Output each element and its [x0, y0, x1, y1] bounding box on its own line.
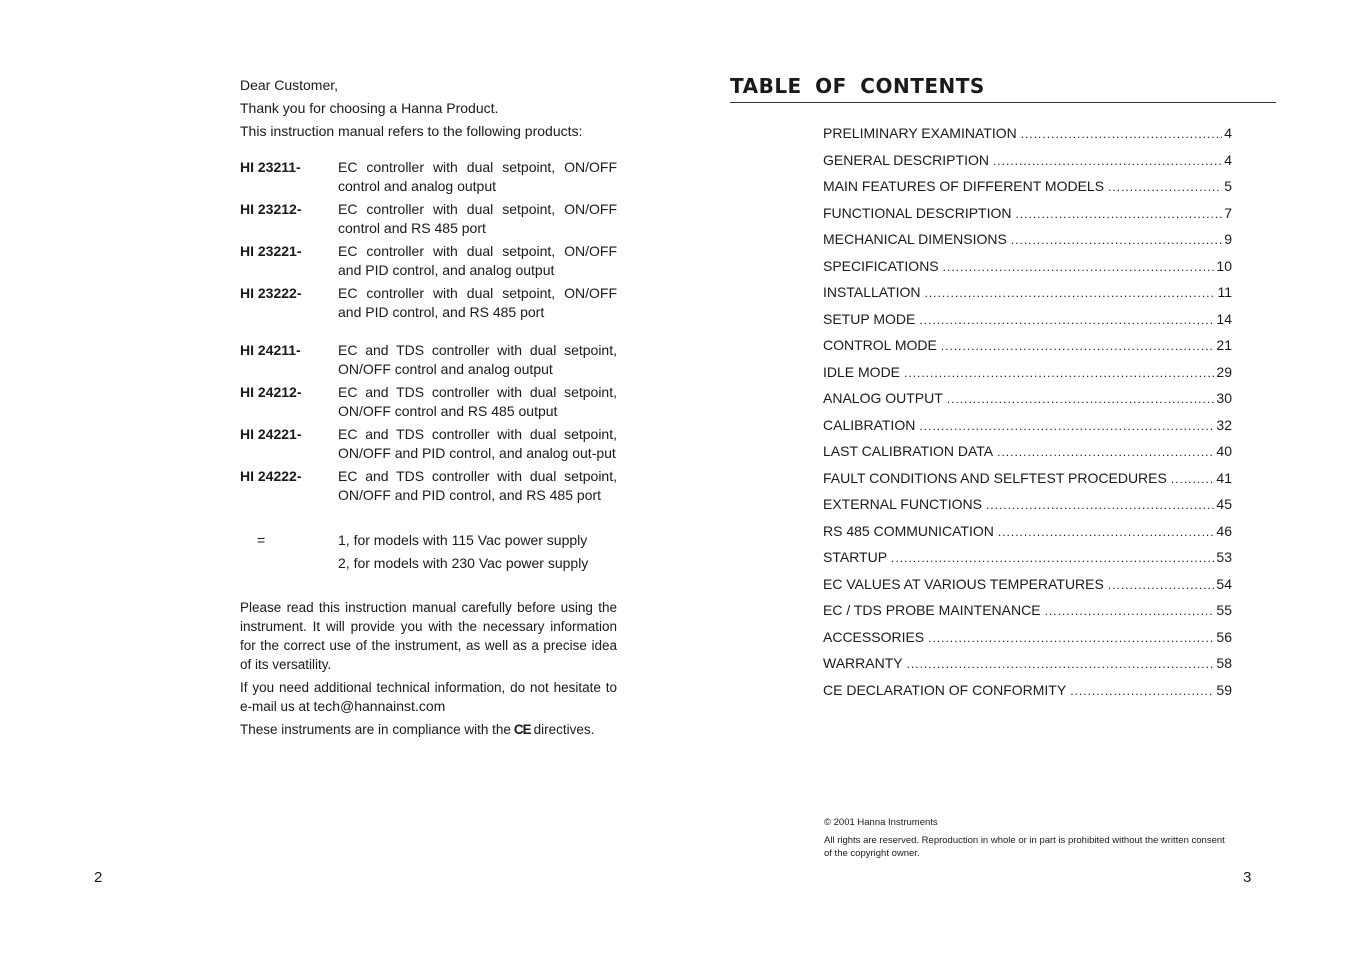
read-manual-paragraph: Please read this instruction manual carefully before using the instrument. It will provide you with the necessary information for the correct use of the instrument, as well as a precise idea of its versatility. [240, 600, 617, 672]
toc-entry[interactable] [823, 332, 1232, 359]
model-code: HI 23221- [240, 243, 302, 259]
toc-leader-dots [943, 254, 1215, 281]
model-code: HI 24221- [240, 426, 302, 442]
toc-entry[interactable] [823, 412, 1232, 439]
model-description: EC and TDS controller with dual setpoint, ON/OFF and PID control, and RS 485 port [338, 468, 617, 503]
note-230vac: 2, for models with 230 Vac power supply [338, 555, 589, 571]
note-row [240, 552, 617, 575]
toc-entry-label: EC VALUES AT VARIOUS TEMPERATURES [823, 575, 1104, 592]
toc-entry-label: SETUP MODE [823, 310, 916, 327]
ce-mark-icon: CE [513, 722, 531, 737]
model-row [240, 284, 617, 322]
model-code: HI 24211- [240, 342, 301, 358]
model-row [240, 425, 617, 463]
toc-leader-dots [1108, 572, 1215, 599]
toc-entry-page: 58 [1216, 655, 1232, 671]
toc-leader-dots [986, 492, 1214, 519]
toc-title: TABLE OF CONTENTS [730, 74, 1276, 103]
model-row [240, 242, 617, 280]
toc-entry[interactable] [823, 279, 1232, 306]
toc-entry-label: MAIN FEATURES OF DIFFERENT MODELS [823, 178, 1105, 194]
rights-line: All rights are reserved. Reproduction in whole or in part is prohibited without the written consent of the copyright owner. [824, 835, 1225, 859]
toc-entry-page: 9 [1224, 231, 1232, 247]
toc-entry-label: EC / TDS PROBE MAINTENANCE [823, 602, 1041, 618]
toc-leader-dots [997, 439, 1214, 466]
toc-entry[interactable] [823, 465, 1232, 492]
toc-entry-label: ACCESSORIES [823, 628, 925, 645]
toc-leader-dots [925, 280, 1216, 307]
model-row [240, 467, 617, 505]
toc-entry-label: IDLE MODE [823, 363, 901, 380]
toc-entry-label: MECHANICAL DIMENSIONS [823, 231, 1007, 247]
greeting: Dear Customer, [240, 77, 339, 93]
left-page [240, 74, 617, 743]
toc-entry-label: CE DECLARATION OF CONFORMITY [823, 681, 1067, 698]
compliance-text-end: directives. [533, 722, 595, 737]
toc-entry[interactable] [823, 438, 1232, 465]
toc-entry-page: 4 [1224, 151, 1232, 168]
toc-entry-page: 7 [1224, 204, 1232, 221]
toc-entry[interactable] [823, 544, 1232, 571]
toc-entry[interactable] [823, 226, 1232, 253]
toc-entry[interactable] [823, 147, 1232, 174]
toc-leader-dots [919, 307, 1214, 334]
left-page-number: 2 [94, 869, 103, 886]
toc-entry-page: 40 [1216, 443, 1232, 459]
model-row [240, 341, 617, 379]
toc-entry[interactable] [823, 120, 1232, 147]
model-code: HI 23212- [240, 201, 302, 217]
thanks-line: Thank you for choosing a Hanna Product. [240, 100, 499, 116]
copyright-line: © 2001 Hanna Instruments [824, 817, 938, 828]
toc-entry-label: LAST CALIBRATION DATA [823, 443, 994, 459]
toc-entry-label: FAULT CONDITIONS AND SELFTEST PROCEDURES [823, 469, 1167, 486]
toc-entry-page: 55 [1216, 602, 1232, 618]
model-code: HI 24212- [240, 384, 302, 400]
toc-entry-page: 4 [1224, 125, 1232, 141]
model-list [240, 158, 617, 505]
toc-entry-page: 11 [1217, 284, 1232, 300]
toc-leader-dots [1045, 598, 1215, 625]
toc-leader-dots [904, 360, 1214, 387]
toc-entry[interactable] [823, 491, 1232, 518]
model-code: HI 23211- [240, 159, 301, 175]
model-description: EC and TDS controller with dual setpoint, ON/OFF control and analog output [338, 342, 617, 377]
toc-entry[interactable] [823, 200, 1232, 227]
technical-info-text: If you need additional technical information, do not hesitate to e-mail us at [240, 680, 617, 714]
toc-entry-label: RS 485 COMMUNICATION [823, 522, 994, 539]
toc-entry-label: SPECIFICATIONS [823, 257, 939, 274]
technical-info-paragraph [240, 678, 617, 716]
toc-leader-dots [891, 545, 1214, 572]
model-description: EC controller with dual setpoint, ON/OFF control and RS 485 port [338, 201, 617, 236]
toc-entry[interactable] [823, 571, 1232, 598]
model-description: EC controller with dual setpoint, ON/OFF and PID control, and analog output [338, 243, 617, 278]
refers-line: This instruction manual refers to the following products: [240, 123, 583, 139]
model-code: HI 23222- [240, 285, 302, 301]
model-description: EC controller with dual setpoint, ON/OFF control and analog output [338, 159, 617, 194]
toc-entry-page: 29 [1216, 363, 1232, 380]
toc-entry[interactable] [823, 306, 1232, 333]
note-spacer [240, 552, 338, 575]
note-115vac: 1, for models with 115 Vac power supply [338, 532, 588, 548]
toc-leader-dots [1171, 466, 1215, 493]
model-description: EC controller with dual setpoint, ON/OFF and PID control, and RS 485 port [338, 285, 617, 320]
toc-entry[interactable] [823, 650, 1232, 677]
right-page-number: 3 [1243, 869, 1252, 886]
body-text [240, 598, 617, 739]
toc-entry-label: FUNCTIONAL DESCRIPTION [823, 204, 1012, 221]
toc-entry-label: WARRANTY [823, 655, 903, 671]
toc-leader-dots [1070, 678, 1214, 705]
toc-leader-dots [993, 148, 1222, 175]
toc-list [823, 120, 1232, 703]
toc-entry-page: 45 [1216, 496, 1232, 512]
copyright-block [824, 816, 1234, 865]
model-row [240, 158, 617, 196]
power-supply-notes [240, 529, 617, 575]
model-row [240, 200, 617, 238]
toc-entry-label: CONTROL MODE [823, 337, 937, 353]
model-description: EC and TDS controller with dual setpoint, ON/OFF control and RS 485 output [338, 384, 617, 419]
toc-entry-label: CALIBRATION [823, 416, 916, 433]
model-row [240, 383, 617, 421]
toc-entry[interactable] [823, 624, 1232, 651]
toc-entry-page: 21 [1216, 337, 1232, 353]
note-symbol: = [257, 532, 266, 548]
toc-entry[interactable] [823, 253, 1232, 280]
toc-entry-label: ANALOG OUTPUT [823, 390, 943, 406]
toc-leader-dots [919, 413, 1214, 440]
toc-entry-label: INSTALLATION [823, 284, 921, 300]
toc-entry-page: 41 [1216, 469, 1232, 486]
toc-leader-dots [1021, 121, 1222, 148]
toc-entry-label: STARTUP [823, 549, 888, 565]
toc-entry-page: 59 [1216, 681, 1232, 698]
toc-leader-dots [947, 386, 1215, 413]
toc-entry-page: 46 [1216, 522, 1232, 539]
toc-entry-page: 56 [1216, 628, 1232, 645]
toc-entry-label: EXTERNAL FUNCTIONS [823, 496, 982, 512]
toc-leader-dots [928, 625, 1214, 652]
toc-entry[interactable] [823, 359, 1232, 386]
toc-entry-label: GENERAL DESCRIPTION [823, 151, 989, 168]
toc-entry-page: 30 [1216, 390, 1232, 406]
toc-entry-page: 53 [1216, 549, 1232, 565]
toc-leader-dots [1016, 201, 1223, 228]
compliance-text: These instruments are in compliance with the [240, 722, 511, 737]
toc-leader-dots [998, 519, 1215, 546]
model-description: EC and TDS controller with dual setpoint, ON/OFF and PID control, and analog out-put [338, 426, 617, 461]
note-row [240, 529, 617, 552]
toc-entry-page: 14 [1216, 310, 1232, 327]
toc-entry[interactable] [823, 518, 1232, 545]
toc-entry[interactable] [823, 677, 1232, 704]
toc-entry-page: 10 [1216, 257, 1232, 274]
toc-entry-page: 5 [1224, 178, 1232, 194]
toc-entry-page: 54 [1216, 575, 1232, 592]
toc-entry[interactable] [823, 597, 1232, 624]
model-code: HI 24222- [240, 468, 302, 484]
toc-entry-page: 32 [1216, 416, 1232, 433]
toc-entry[interactable] [823, 173, 1232, 200]
toc-leader-dots [907, 651, 1215, 678]
compliance-paragraph [240, 720, 617, 739]
toc-entry[interactable] [823, 385, 1232, 412]
toc-leader-dots [1108, 174, 1222, 201]
toc-entry-label: PRELIMINARY EXAMINATION [823, 125, 1017, 141]
support-email: tech@hannainst.com [313, 698, 446, 714]
toc-leader-dots [1011, 227, 1222, 254]
toc-leader-dots [941, 333, 1215, 360]
